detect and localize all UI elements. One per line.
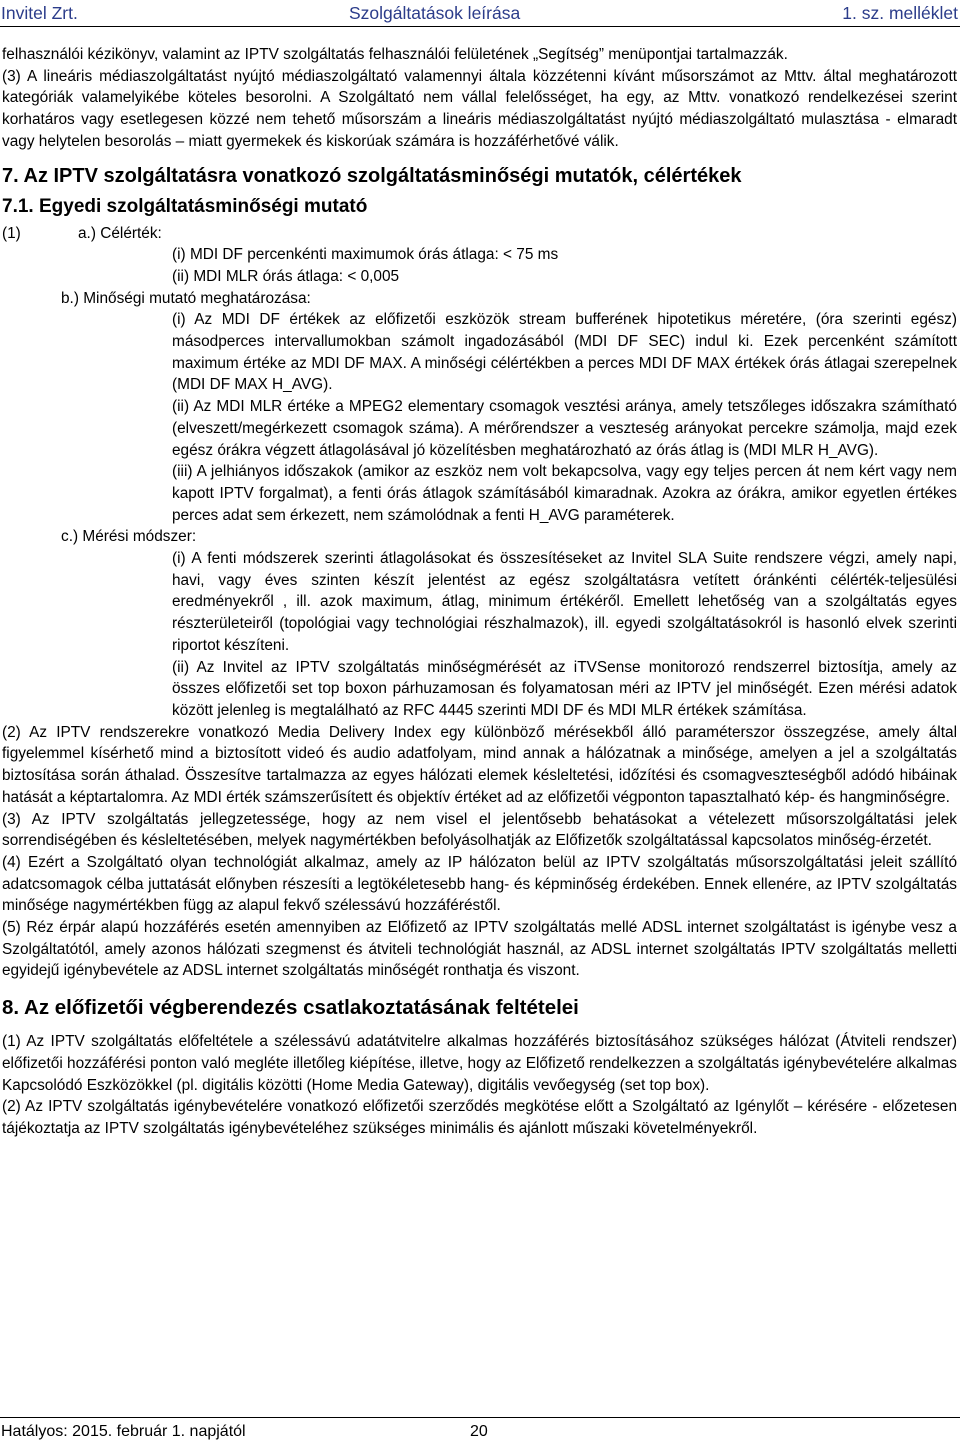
header-document-title: Szolgáltatások leírása — [349, 3, 521, 23]
page-footer — [0, 1417, 960, 1445]
item-1-number: (1) — [2, 224, 21, 242]
target-mdi-mlr: (ii) MDI MLR órás átlaga: < 0,005 — [172, 267, 400, 285]
item-1 — [2, 223, 957, 245]
definition-mdi-mlr: (ii) Az MDI MLR értéke a MPEG2 elementary csomagok vesztési aránya, amely tetszőleges időszakra számítható (elveszett/megérkezett csomagok száma). A mérőrendszer a veszteség arányokat percekre számolja, majd ezek egész órákra végzett átlagolásával jó közelítésben meghatározható az órás átlag is (MDI MLR H_AVG). — [172, 398, 957, 459]
paragraph-7-3: (3) Az IPTV szolgáltatás jellegzetessége, hogy az nem visel el jelentősebb behatásokat a vételezett műsorszolgáltatási jelek sorrendiségében és késleltetésében, melyek nagymértékben befolyásolhatják az Előfizetők szolgáltatással kapcsolatos minőség-érzetét. — [2, 810, 957, 850]
definition-mdi-df: (i) Az MDI DF értékek az előfizetői eszközök stream bufferének hipotetikus méretére, (óra szerinti egész) másodperces intervallumokban számolt ingadozásából (MDI DF SEC) indul ki. Ezek percenként számított maximum értéke az MDI DF MAX. A minőségi célértékben a perces MDI DF MAX értékek órás átlagai szerepelnek (MDI DF MAX H_AVG). — [172, 311, 957, 394]
target-mdi-df: (i) MDI DF percenkénti maximumok órás átlaga: < 75 ms — [172, 246, 559, 264]
method-itvsense: (ii) Az Invitel az IPTV szolgáltatás minőségmérését az iTVSense monitorozó rendszerrel biztosítja, amely az összes előfizetői set top boxon párhuzamosan és folyamatosan méri az IPTV jel minőségét. Ezen mérési adatok között jelenleg is megtalálható az RFC 4445 szerinti MDI DF és MDI MLR értékek számítása. — [172, 658, 957, 719]
footer-page-number: 20 — [470, 1423, 488, 1440]
page-header — [0, 0, 960, 27]
paragraph-7-4: (4) Ezért a Szolgáltató olyan technológiát alkalmaz, amely az IP hálózaton belül az IPTV szolgáltatás műsorszolgáltatási jeleit szállító adatcsomagok célba juttatását előnyben részesíti a legtökéletesebb hang- és képminőség érdekében. Ennek ellenére, az IPTV szolgáltatás minősége nagymértékben függ az alapul fekvő szélessávú hozzáféréstől. — [2, 853, 957, 915]
header-annex: 1. sz. melléklet — [842, 3, 958, 23]
document-body — [2, 44, 957, 1140]
intro-paragraph: felhasználói kézikönyv, valamint az IPTV szolgáltatás felhasználói felületének „Segítség” menüpontjai tartalmazzák. — [2, 46, 788, 63]
paragraph-8-1: (1) Az IPTV szolgáltatás előfeltétele a szélessávú adatátvitelre alkalmas hozzáférés biztosításához szükséges hálózat (Átviteli rendszer) előfizetői hozzáférési ponton való megléte illetőleg kiépítése, illetve, hogy az Előfizető rendelkezzen a szolgáltatás igénybevételére alkalmas Kapcsolódó Eszközökkel (pl. digitális közötti (Home Media Gateway), digitális vevőegység (set top box). — [2, 1033, 957, 1094]
paragraph-7-2: (2) Az IPTV rendszerekre vonatkozó Media Delivery Index egy különböző mérésekből álló paraméterszor összegzése, amely által figyelemmel kísérhető mind a biztosított videó és audio adatfolyam, mind annak a hálózatnak a minősége, amelyen a jel a szolgáltatás biztosítása során áthalad. Összesítve tartalmazza az egyes hálózati elemek késleltetési, időzítési és csomagveszteségből adódó hibáinak hatását a képtartalomra. Az MDI érték számszerűsített és objektív értéket ad az előfizetői végponton tapasztalható kép- és hangminőségre. — [2, 723, 957, 806]
section-7-heading: 7. Az IPTV szolgáltatásra vonatkozó szolgáltatásminőségi mutatók, célértékek — [2, 164, 742, 187]
paragraph-8-2: (2) Az IPTV szolgáltatás igénybevételére vonatkozó előfizetői szerződés megkötése előtt a Szolgáltató az Igénylőt – kérésére - előzetesen tájékoztatja az IPTV szolgáltatás igénybevételéhez szükséges minimális és ajánlott műszaki követelményekről. — [2, 1098, 957, 1137]
item-1-b-label: b.) Minőségi mutató meghatározása: — [61, 289, 311, 307]
method-sla-suite: (i) A fenti módszerek szerinti átlagolásokat és összesítéseket az Invitel SLA Suite rendszere végzi, amely napi, havi, vagy éves szinten készít jelentést az egész szolgáltatásra vetített óránkénti célérték-teljesülési eredményekről , ill. azok maximum, átlag, minimum értékéről. Emellett lehetőség van a szolgáltatás egyes részterületeiről (topológiai vagy technológiai részhalmazok), ill. egyedi szolgáltatásokról is hasonló elvek szerinti riportot készíteni. — [172, 550, 957, 654]
paragraph-7-5: (5) Réz érpár alapú hozzáférés esetén amennyiben az Előfizető az IPTV szolgáltatás mellé ADSL internet szolgáltatást is igénybe vesz a Szolgáltatótól, amely azonos hálózati szegmenst és átviteli technológiát használ, az ADSL internet szolgáltatás IPTV szolgáltatás melletti egyidejű igénybevétele az ADSL internet szolgáltatás minőségét ronthatja és viszont. — [2, 919, 957, 980]
item-1-a-label: a.) Célérték: — [78, 224, 162, 242]
paragraph-3: (3) A lineáris médiaszolgáltatást nyújtó médiaszolgáltató valamennyi általa közzétenni kívánt műsorszámot az Mttv. által meghatározott kategóriák valamelyikébe köteles besorolni. A Szolgáltató nem vállal felelősséget, ha egy, az Mttv. vonatkozó rendelkezései szerint korhatáros vagy esetlegesen közzé nem tehető műsorszám a lineáris médiaszolgáltatást nyújtó médiaszolgáltató mulasztása - elmaradt vagy helytelen besorolás – miatt gyermekek és kiskorúak számára is hozzáférhetővé válik. — [2, 67, 957, 150]
definition-signal-gaps: (iii) A jelhiányos időszakok (amikor az eszköz nem volt bekapcsolva, vagy egy teljes percen át nem kért vagy nem kapott IPTV forgalmat), a fenti órás átlagok számításából kimaradnak. Azokra az órákra, amikor egyetlen értékes perces adat sem érkezett, nem számolódnak a fenti H_AVG paraméterek. — [172, 463, 957, 524]
footer-effective-date: Hatályos: 2015. február 1. napjától — [1, 1423, 246, 1440]
section-7-1-heading: 7.1. Egyedi szolgáltatásminőségi mutató — [2, 195, 368, 217]
item-1-c-label: c.) Mérési módszer: — [61, 528, 197, 546]
section-8-heading: 8. Az előfizetői végberendezés csatlakoztatásának feltételei — [2, 996, 579, 1020]
header-company: Invitel Zrt. — [1, 3, 78, 23]
